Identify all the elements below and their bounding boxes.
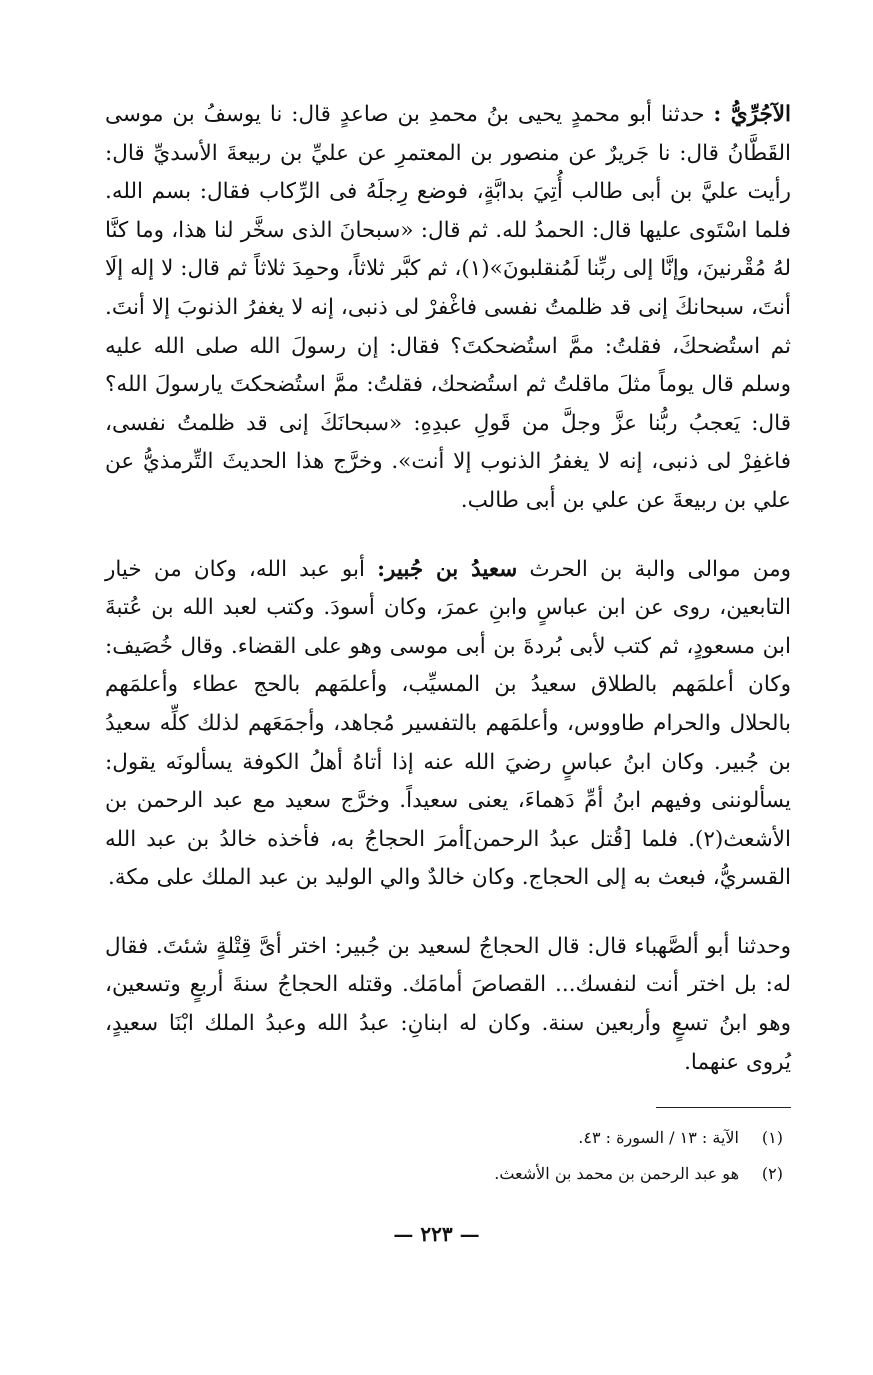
paragraph-ajurri [105, 96, 791, 521]
person-name: سعيدُ بن جُبير: [377, 556, 518, 582]
paragraph-text: حدثنا أبو محمدٍ يحيى بنُ محمدِ بن صاعدٍ قال: نا يوسفُ بن موسى القَطَّانُ قال: نا جَريرٌ عن منصور بن المعتمرِ عن عليِّ بن ربيعةَ الأسديِّ قال: رأيت عليَّ بن أبى طالب أُتِيَ بدابَّةٍ، فوضع رِجلَهُ فى الرِّكاب فقال: بسم الله. فلما اسْتَوى عليها قال: الحمدُ لله. ثم قال: «سبحانَ الذى سخَّر لنا هذا، وما كنَّا لهُ مُقْرنينَ، وإنَّا إلى ربِّنا لَمُنقلبونَ»(١)، ثم كبَّر ثلاثاً، وحمِدَ ثلاثاً ثم قال: لا إله إلَا أنتَ، سبحانكَ إنى قد ظلمتُ نفسى فاغْفرْ لى ذنبى، إنه لا يغفرُ الذنوبَ إلا أنتَ. ثم استُضحكَ، فقلتُ: ممَّ استُضحكتَ؟ فقال: إن رسولَ الله صلى الله عليه وسلم قال يوماً مثلَ ماقلتُ ثم استُضحك، فقلتُ: ممَّ استُضحكتَ يارسولَ الله؟ قال: يَعجبُ ربُّنا عزَّ وجلَّ من قَولِ عبدِهِ: «سبحانَكَ إنى قد ظلمتُ نفسى، فاغفِرْ لى ذنبى، إنه لا يغفرُ الذنوب إلا أنت». وخرَّج هذا الحديثَ التِّرمذيُّ عن علي بن ربيعةَ عن علي بن أبى طالب. [105, 102, 791, 513]
footnotes [360, 1120, 783, 1192]
page-body [105, 96, 791, 1082]
footnote-text: هو عبد الرحمن بن محمد بن الأشعث. [494, 1164, 739, 1183]
footnote-2 [360, 1156, 783, 1192]
footnote-1 [360, 1120, 783, 1156]
paragraph-lead: الآجُرِّيُّ : [713, 102, 791, 127]
page-number: — ٢٢٣ — [393, 1222, 480, 1246]
footnote-divider [656, 1107, 791, 1108]
paragraph-abu-al-sahba [105, 928, 791, 1082]
footnote-number: (٢) [761, 1164, 783, 1183]
footnote-text: الآية : ١٣ / السورة : ٤٣. [578, 1128, 739, 1147]
paragraph-text: وحدثنا أبو ألصَّهباء قال: قال الحجاجُ لسعيد بن جُبير: اختر أىَّ قِتْلةٍ شئتَ. فقال له: بل اختر أنت لنفسك... القصاصَ أمامَك. وقتله الحجاجُ سنةَ أربعٍ وتسعين، وهو ابنُ تسعٍ وأربعين سنة. وكان له ابنانِ: عبدُ الله وعبدُ الملك ابْنَا سعيدٍ، يُروى عنهما. [105, 933, 791, 1075]
paragraph-intro: ومن موالى والبة بن الحرث [517, 556, 791, 582]
footnote-number: (١) [761, 1128, 783, 1147]
paragraph-said-ibn-jubayr [105, 551, 791, 898]
paragraph-text: أبو عبد الله، وكان من خيار التابعين، روى عن ابن عباسٍ وابنِ عمرَ، وكان أسودَ. وكتب لعبد الله بن عُتبةَ ابن مسعودٍ، ثم كتب لأبى بُردةَ بن أبى موسى وهو على القضاء. وقال خُصَيف: وكان أعلمَهم بالطلاق سعيدُ بن المسيِّب، وأعلمَهم بالحج عطاء وأعلمَهم بالحلال والحرام طاووس، وأعلمَهم بالتفسير مُجاهد، وأجمَعَهم لذلك كلِّه سعيدُ بن جُبير. وكان ابنُ عباسٍ رضيَ الله عنه إذا أتاهُ أهلُ الكوفة يسألونَه يقول: يسألوننى وفيهم ابنُ أمِّ دَهماءَ، يعنى سعيداً. وخرَّج سعيد مع عبد الرحمن بن الأشعث(٢). فلما [قُتل عبدُ الرحمن]أمرَ الحجاجُ به، فأخذه خالدُ بن عبد الله القسريُّ، فبعث به إلى الحجاج. وكان خالدٌ والي الوليد بن عبد الملك على مكة. [105, 556, 791, 891]
